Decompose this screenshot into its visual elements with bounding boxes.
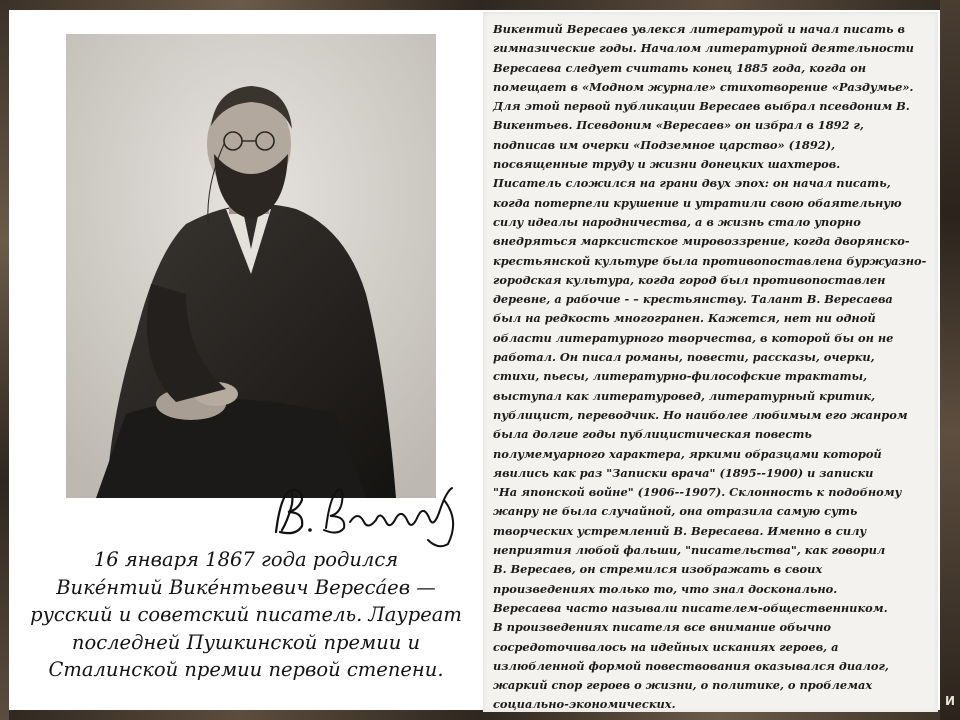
biography-line: В произведениях писателя все внимание обычно [493, 620, 831, 635]
caption-line: 16 января 1867 года родился [93, 548, 399, 571]
biography-line: деревне, а рабочие - – крестьянству. Талант В. Вересаева [493, 292, 893, 307]
signature-drawing [268, 470, 464, 552]
biography-line: Викентий Вересаев увлекся литературой и начал писать в [493, 22, 905, 36]
biography-line: Вересаева часто называли писателем-общественником. [493, 600, 888, 615]
biography-line: полумемуарного характера, яркими образцами которой [493, 446, 882, 461]
biography-line: крестьянской культуре была противопоставлена буржуазно- [493, 253, 927, 268]
biography-line: жанру не была случайной, она отразила самую суть [493, 504, 858, 519]
biography-line: силу идеалы народничества, а в жизнь стало упорно [493, 214, 861, 229]
biography-line: сосредоточивалось на идейных исканиях героев, а [493, 639, 839, 654]
caption-line: последней Пушкинской премии и [71, 630, 421, 654]
biography-line: стихи, пьесы, литературно-философские трактаты, [493, 369, 868, 384]
author-portrait-photo [66, 34, 436, 498]
biography-line: В. Вересаев, он стремился изображать в своих [493, 562, 823, 577]
caption-line: русский и советский писатель. Лауреат [30, 603, 462, 626]
corner-mark: И [944, 694, 956, 708]
biography-line: Писатель сложился на грани двух эпох: он начал писать, [493, 176, 891, 191]
biography-line: Вересаева следует считать конец 1885 года, когда он [493, 60, 867, 75]
biography-line: посвященные труду и жизни донецких шахтеров. [493, 157, 841, 172]
biography-line: области литературного творчества, в которой бы он не [493, 330, 894, 345]
biography-line: публицист, переводчик. Но наиболее любимым его жанром [493, 407, 908, 422]
biography-line: внедряться марксистское мировоззрение, когда дворянско- [493, 234, 910, 249]
author-signature [268, 470, 464, 552]
biography-text [493, 20, 933, 715]
biography-line: когда потерпели крушение и утратили свою обаятельную [493, 195, 902, 210]
biography-line: помещает в «Модном журнале» стихотворение «Раздумье». [493, 79, 914, 94]
biography-line: творческих устремлений В. Вересаева. Именно в силу [493, 523, 867, 538]
biography-line: городская культура, когда город был противопоставлен [493, 272, 886, 287]
biography-line: излюбленной формой повествования оказывался диалог, [493, 658, 889, 673]
frame-left-border [0, 0, 9, 720]
biography-line: неприятия любой фальши, "писательства", как говорил [493, 543, 886, 558]
biography-panel [483, 12, 938, 712]
biography-line: выступал как литературовед, литературный критик, [493, 388, 876, 403]
caption-line: Вике́нтий Вике́нтьевич Вереса́ев — [56, 575, 436, 599]
biography-line: гимназические годы. Началом литературной деятельности [493, 41, 914, 56]
frame-top-border [0, 0, 960, 10]
birth-caption [20, 546, 472, 684]
biography-line: социально-экономических. [493, 697, 676, 712]
biography-line: была долгие годы публицистическая повесть [493, 427, 812, 442]
biography-line: произведениях только то, что знал досконально. [493, 581, 838, 596]
biography-line: жаркий спор героев о жизни, о политике, о проблемах [493, 678, 873, 693]
biography-line: явились как раз "Записки врача" (1895--1900) и записки [493, 465, 874, 480]
biography-line: Викентьев. Псевдоним «Вересаев» он избрал в 1892 г, [493, 118, 864, 133]
frame-right-border [940, 0, 960, 720]
biography-line: подписав им очерки «Подземное царство» (1892), [493, 137, 836, 152]
biography-line: был на редкость многогранен. Кажется, нет ни одной [493, 311, 876, 326]
caption-line: Сталинской премии первой степени. [48, 658, 444, 681]
biography-line: работал. Он писал романы, повести, рассказы, очерки, [493, 350, 875, 365]
biography-line: "На японской войне" (1906--1907). Склонность к подобному [493, 485, 902, 500]
portrait-drawing [66, 34, 436, 498]
biography-line: Для этой первой публикации Вересаев выбрал псевдоним В. [493, 99, 910, 114]
